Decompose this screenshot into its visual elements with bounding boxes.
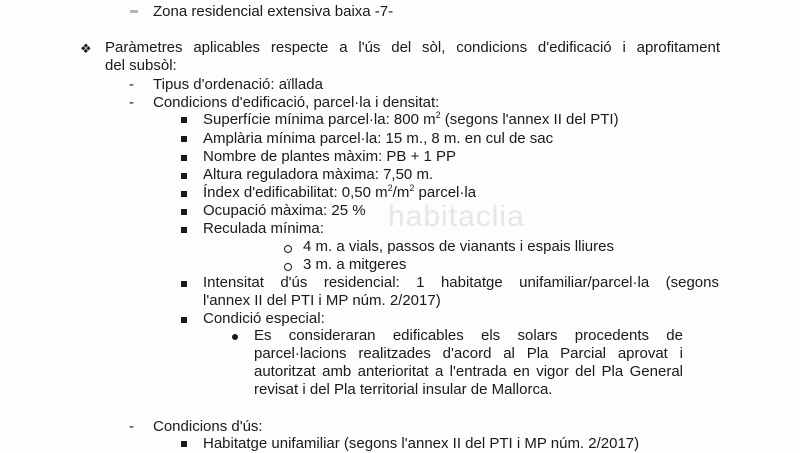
item-plantes: Nombre de plantes màxim: PB + 1 PP: [203, 148, 457, 165]
item-condicions-title: Condicions d'edificació, parcel·la i densitat:: [153, 94, 440, 111]
faded-bullet: [130, 10, 138, 13]
item-ocupacio: Ocupació màxima: 25 %: [203, 202, 366, 219]
especial-line4: revisat i del Pla territorial insular de Mallorca.: [254, 381, 553, 398]
item-intensitat-line1: Intensitat d'ús residencial: 1 habitatge unifamiliar/parcel·la (segons: [203, 274, 719, 291]
superscript: 2: [435, 110, 441, 120]
square-bullet-icon: [181, 281, 187, 287]
section-title-line2: del subsòl:: [105, 57, 177, 74]
round-bullet-icon: [232, 334, 238, 340]
square-bullet-icon: [181, 117, 187, 123]
square-bullet-icon: [181, 173, 187, 179]
dash-bullet: -: [129, 418, 134, 435]
item-reculada: Reculada mínima:: [203, 220, 324, 237]
superscript: 2: [409, 183, 415, 193]
four-diamond-bullet-icon: ❖: [80, 41, 92, 56]
item-altura: Altura reguladora màxima: 7,50 m.: [203, 166, 434, 183]
index-text: Índex d'edificabilitat: 0,50 m: [203, 184, 388, 201]
square-bullet-icon: [181, 227, 187, 233]
circle-bullet-icon: [284, 263, 292, 271]
square-bullet-icon: [181, 191, 187, 197]
superscript: 2: [387, 183, 393, 193]
item-amplaria: Amplària mínima parcel·la: 15 m., 8 m. en cul de sac: [203, 130, 554, 147]
item-condicio-especial: Condició especial:: [203, 310, 325, 327]
dash-bullet: -: [129, 76, 134, 93]
item-reculada-vials: 4 m. a vials, passos de vianants i espais lliures: [303, 238, 614, 255]
square-bullet-icon: [181, 209, 187, 215]
especial-line1: Es consideraran edificables els solars procedents de: [254, 327, 683, 344]
index-mid: /m: [392, 184, 410, 201]
square-bullet-icon: [181, 155, 187, 161]
especial-line2: parcel·lacions realitzades d'acord al Pla Parcial aprovat i: [254, 345, 683, 362]
zone-heading: Zona residencial extensiva baixa -7-: [153, 3, 394, 20]
section-title-line1: Paràmetres aplicables respecte a l'ús del sòl, condicions d'edificació i aprofitament: [105, 39, 720, 56]
item-ordenacio: Tipus d'ordenació: aïllada: [153, 76, 323, 93]
square-bullet-icon: [181, 441, 187, 447]
dash-bullet: -: [129, 94, 134, 111]
item-condicions-us: Condicions d'ús:: [153, 418, 263, 435]
superficie-note: (segons l'annex II del PTI): [440, 111, 619, 128]
item-intensitat-line2: l'annex II del PTI i MP núm. 2/2017): [203, 292, 441, 309]
item-reculada-mitgeres: 3 m. a mitgeres: [303, 256, 407, 273]
index-post: parcel·la: [414, 184, 477, 201]
item-habitatge: Habitatge unifamiliar (segons l'annex II del PTI i MP núm. 2/2017): [203, 435, 640, 452]
especial-line3: autoritzat amb anterioritat a l'entrada en vigor del Pla General: [254, 363, 683, 380]
square-bullet-icon: [181, 136, 187, 142]
item-superficie: [203, 111, 619, 129]
circle-bullet-icon: [284, 245, 292, 253]
superficie-text: Superfície mínima parcel·la: 800 m: [203, 111, 436, 128]
watermark: habitaclia: [388, 200, 525, 233]
square-bullet-icon: [181, 317, 187, 323]
